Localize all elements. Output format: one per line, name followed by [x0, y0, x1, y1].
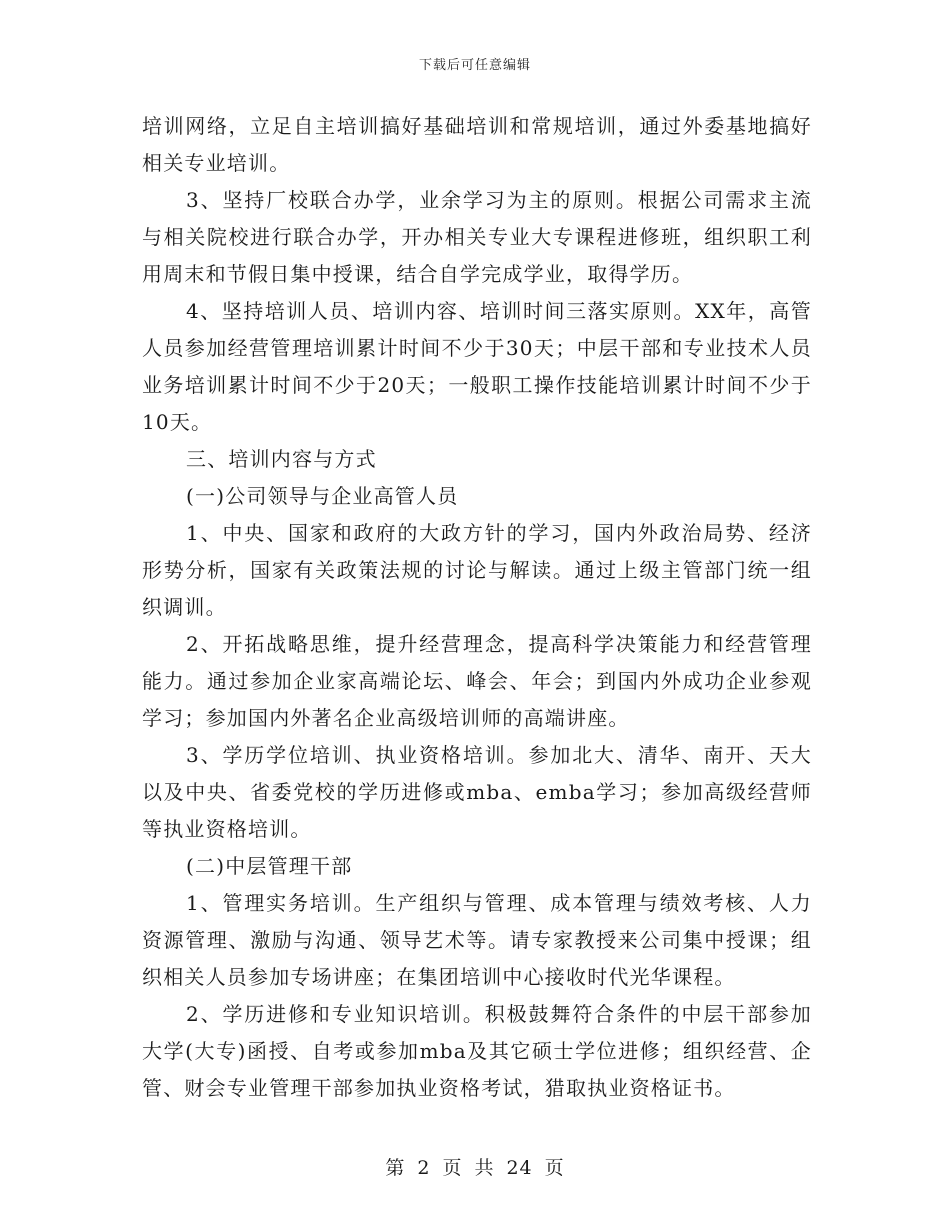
paragraph-item: 2、学历进修和专业知识培训。积极鼓舞符合条件的中层干部参加大学(大专)函授、自考或参加mba及其它硕士学位进修；组织经营、企管、财会专业管理干部参加执业资格考试，猎取执业资格证书。	[142, 1002, 812, 1100]
subsection-heading: (二)中层管理干部	[186, 854, 353, 878]
footer-current-page: 2	[417, 1157, 431, 1179]
section-heading: 三、培训内容与方式	[186, 447, 377, 471]
page-footer	[0, 1153, 950, 1180]
paragraph-item: 4、坚持培训人员、培训内容、培训时间三落实原则。XX年，高管人员参加经营管理培训累计时间不少于30天；中层干部和专业技术人员业务培训累计时间不少于20天；一般职工操作技能培训累计时间不少于10天。	[142, 299, 812, 434]
paragraph-item: 1、管理实务培训。生产组织与管理、成本管理与绩效考核、人力资源管理、激励与沟通、领导艺术等。请专家教授来公司集中授课；组织相关人员参加专场讲座；在集团培训中心接收时代光华课程。	[142, 891, 812, 989]
page-header: 下载后可任意编辑	[418, 58, 531, 73]
paragraph-item: 3、坚持厂校联合办学，业余学习为主的原则。根据公司需求主流与相关院校进行联合办学，开办相关专业大专课程进修班，组织职工利用周末和节假日集中授课，结合自学完成学业，取得学历。	[142, 188, 812, 286]
paragraph-item: 2、开拓战略思维，提升经营理念，提高科学决策能力和经营管理能力。通过参加企业家高端论坛、峰会、年会；到国内外成功企业参观学习；参加国内外著名企业高级培训师的高端讲座。	[142, 632, 812, 730]
subsection-heading: (一)公司领导与企业高管人员	[186, 484, 459, 508]
footer-total-word: 共	[474, 1157, 495, 1179]
footer-suffix: 页	[544, 1157, 565, 1179]
document-body	[142, 108, 812, 1107]
paragraph-continuation: 培训网络，立足自主培训搞好基础培训和常规培训，通过外委基地搞好相关专业培训。	[142, 114, 812, 175]
paragraph-item: 3、学历学位培训、执业资格培训。参加北大、清华、南开、天大以及中央、省委党校的学历进修或mba、emba学习；参加高级经营师等执业资格培训。	[142, 743, 812, 841]
paragraph-item: 1、中央、国家和政府的大政方针的学习，国内外政治局势、经济形势分析，国家有关政策法规的讨论与解读。通过上级主管部门统一组织调训。	[142, 521, 812, 619]
footer-prefix: 第	[385, 1157, 406, 1179]
footer-page-word: 页	[442, 1157, 463, 1179]
footer-total-pages: 24	[506, 1157, 533, 1179]
